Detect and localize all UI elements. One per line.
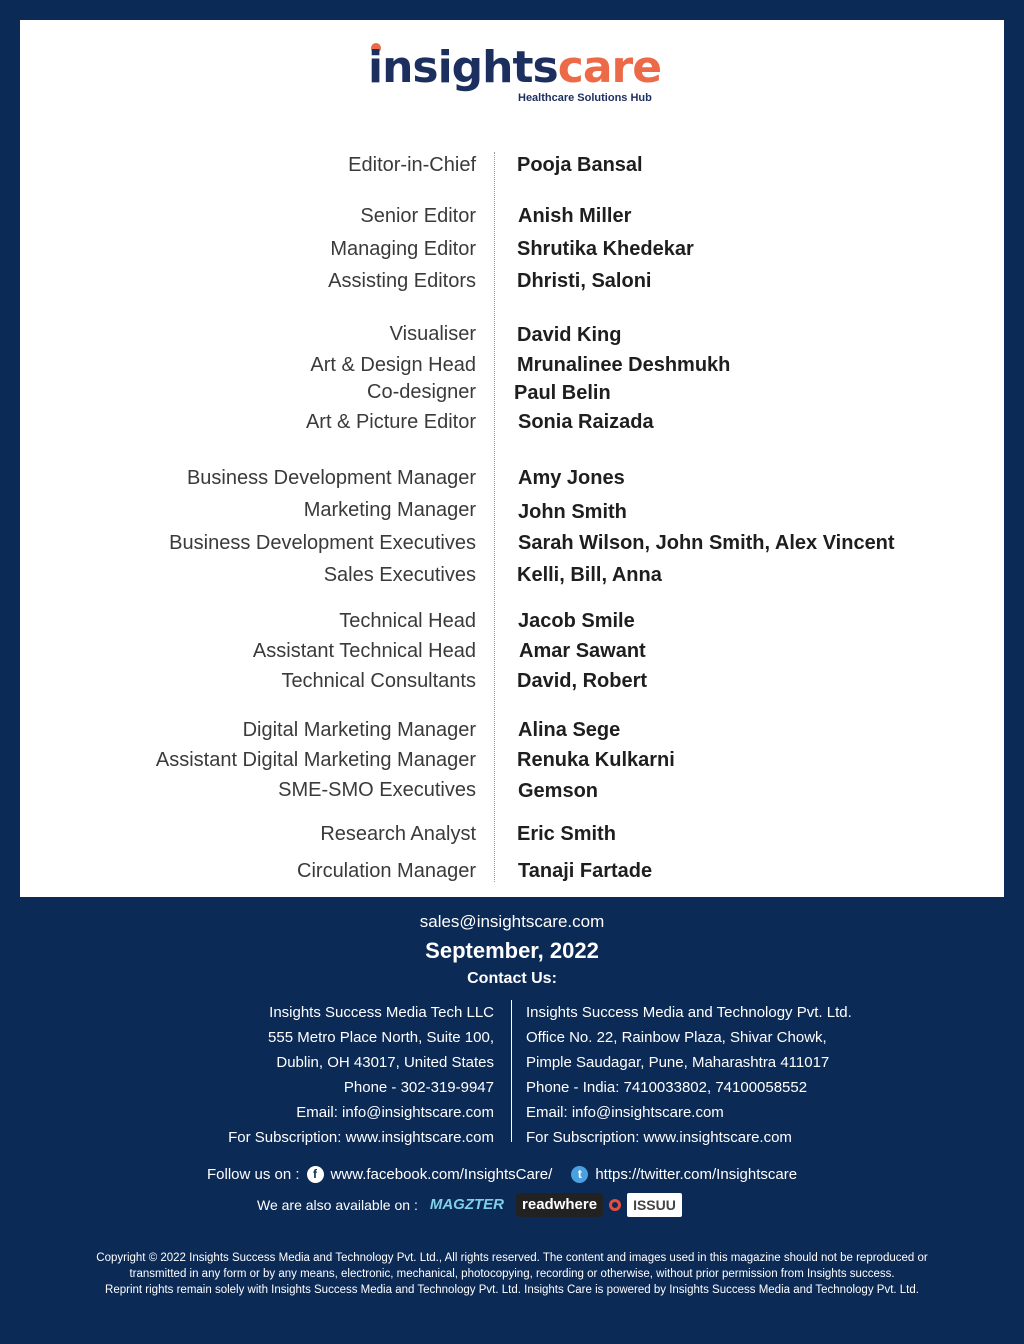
masthead-name: Dhristi, Saloni bbox=[517, 270, 652, 292]
masthead-name: Alina Sege bbox=[518, 719, 621, 741]
us-office-street: 555 Metro Place North, Suite 100, bbox=[268, 1029, 494, 1046]
follow-label: Follow us on : bbox=[207, 1166, 300, 1183]
india-office-city: Pimple Saudagar, Pune, Maharashtra 411017 bbox=[526, 1054, 830, 1071]
facebook-icon[interactable]: f bbox=[307, 1166, 324, 1183]
masthead-name: Amar Sawant bbox=[519, 640, 646, 662]
masthead-role: Circulation Manager bbox=[297, 860, 476, 882]
masthead-role: Business Development Manager bbox=[186, 467, 476, 489]
logo-wordmark bbox=[368, 40, 661, 96]
masthead-name: Gemson bbox=[518, 780, 599, 802]
us-office-company: Insights Success Media Tech LLC bbox=[269, 1004, 494, 1021]
india-office-subscription[interactable]: For Subscription: www.insightscare.com bbox=[526, 1129, 792, 1146]
us-office-email[interactable]: Email: info@insightscare.com bbox=[296, 1104, 494, 1121]
us-office-address bbox=[228, 1000, 494, 1150]
masthead-name: Anish Miller bbox=[518, 205, 632, 227]
issue-date: September, 2022 bbox=[425, 938, 599, 963]
masthead-role: Assisting Editors bbox=[328, 270, 476, 292]
masthead-name: Renuka Kulkarni bbox=[517, 749, 675, 771]
masthead-name: Kelli, Bill, Anna bbox=[517, 564, 662, 586]
readwhere-logo[interactable]: readwhere bbox=[516, 1193, 603, 1217]
masthead-role: Technical Head bbox=[339, 610, 476, 632]
masthead-role: Art & Design Head bbox=[310, 354, 476, 376]
facebook-link[interactable]: www.facebook.com/InsightsCare/ bbox=[330, 1166, 553, 1183]
masthead-role: Business Development Executives bbox=[169, 532, 476, 554]
india-office-email[interactable]: Email: info@insightscare.com bbox=[526, 1104, 724, 1121]
masthead-role: Art & Picture Editor bbox=[305, 411, 476, 433]
masthead-role: Co-designer bbox=[367, 381, 476, 403]
twitter-link[interactable]: https://twitter.com/Insightscare bbox=[595, 1166, 798, 1183]
masthead-name: David King bbox=[517, 324, 622, 346]
us-office-phone: Phone - 302-319-9947 bbox=[343, 1079, 494, 1096]
masthead-name: John Smith bbox=[518, 501, 627, 523]
masthead-role: Sales Executives bbox=[323, 564, 476, 586]
platforms-row bbox=[257, 1193, 682, 1217]
social-links bbox=[207, 1166, 797, 1183]
masthead-role: Assistant Digital Marketing Manager bbox=[155, 749, 476, 771]
sales-email[interactable]: sales@insightscare.com bbox=[419, 912, 605, 931]
masthead-name: Sonia Raizada bbox=[518, 411, 654, 433]
masthead-name: Tanaji Fartade bbox=[518, 860, 653, 882]
copyright-notice bbox=[60, 1250, 964, 1298]
us-office-subscription[interactable]: For Subscription: www.insightscare.com bbox=[228, 1129, 494, 1146]
india-office-street: Office No. 22, Rainbow Plaza, Shivar Chowk, bbox=[526, 1029, 827, 1046]
masthead-name: Eric Smith bbox=[517, 823, 616, 845]
masthead-role: Assistant Technical Head bbox=[252, 640, 476, 662]
issuu-icon bbox=[609, 1199, 621, 1211]
masthead-divider bbox=[494, 152, 495, 882]
masthead-role: Editor-in-Chief bbox=[348, 154, 476, 176]
logo-care-text: care bbox=[557, 42, 662, 93]
us-office-city: Dublin, OH 43017, United States bbox=[276, 1054, 494, 1071]
logo-tagline: Healthcare Solutions Hub bbox=[518, 92, 652, 104]
masthead-name: Mrunalinee Deshmukh bbox=[517, 354, 731, 376]
masthead-name: Pooja Bansal bbox=[517, 154, 643, 176]
masthead-name: David, Robert bbox=[517, 670, 648, 692]
available-label: We are also available on : bbox=[257, 1197, 418, 1213]
masthead-role: Research Analyst bbox=[320, 823, 476, 845]
india-office-address bbox=[526, 1000, 852, 1150]
contact-heading: Contact Us: bbox=[467, 970, 557, 987]
india-office-company: Insights Success Media and Technology Pvt. Ltd. bbox=[526, 1004, 852, 1021]
masthead-role: Managing Editor bbox=[330, 238, 476, 260]
masthead-role: Senior Editor bbox=[360, 205, 476, 227]
masthead-role: Marketing Manager bbox=[303, 499, 476, 521]
copyright-line: Copyright © 2022 Insights Success Media and Technology Pvt. Ltd., All rights reserved. The content and images used in this magazine should not be reproduced or bbox=[96, 1252, 928, 1264]
masthead-role: Technical Consultants bbox=[281, 670, 476, 692]
copyright-line: Reprint rights remain solely with Insights Success Media and Technology Pvt. Ltd. Insights Care is powered by Insights Success Media and Technology Pvt. Ltd. bbox=[105, 1284, 919, 1296]
logo-insights-text: insights bbox=[368, 42, 558, 93]
masthead-role: Visualiser bbox=[389, 323, 476, 345]
twitter-icon[interactable]: t bbox=[571, 1166, 588, 1183]
insightscare-logo bbox=[368, 40, 668, 108]
india-office-phone: Phone - India: 7410033802, 74100058552 bbox=[526, 1079, 808, 1096]
masthead-role: Digital Marketing Manager bbox=[242, 719, 476, 741]
magzter-logo[interactable]: MAGZTER bbox=[429, 1196, 505, 1213]
masthead-name: Jacob Smile bbox=[518, 610, 635, 632]
masthead-name: Amy Jones bbox=[518, 467, 625, 489]
masthead-name: Sarah Wilson, John Smith, Alex Vincent bbox=[518, 532, 895, 554]
masthead-name: Paul Belin bbox=[514, 382, 611, 404]
masthead-name: Shrutika Khedekar bbox=[517, 238, 694, 260]
contact-divider bbox=[511, 1000, 512, 1142]
masthead-role: SME-SMO Executives bbox=[278, 779, 476, 801]
issuu-logo[interactable]: ISSUU bbox=[627, 1193, 682, 1217]
copyright-line: transmitted in any form or by any means, electronic, mechanical, photocopying, recording or otherwise, without prior permission from Insights success. bbox=[129, 1268, 895, 1280]
